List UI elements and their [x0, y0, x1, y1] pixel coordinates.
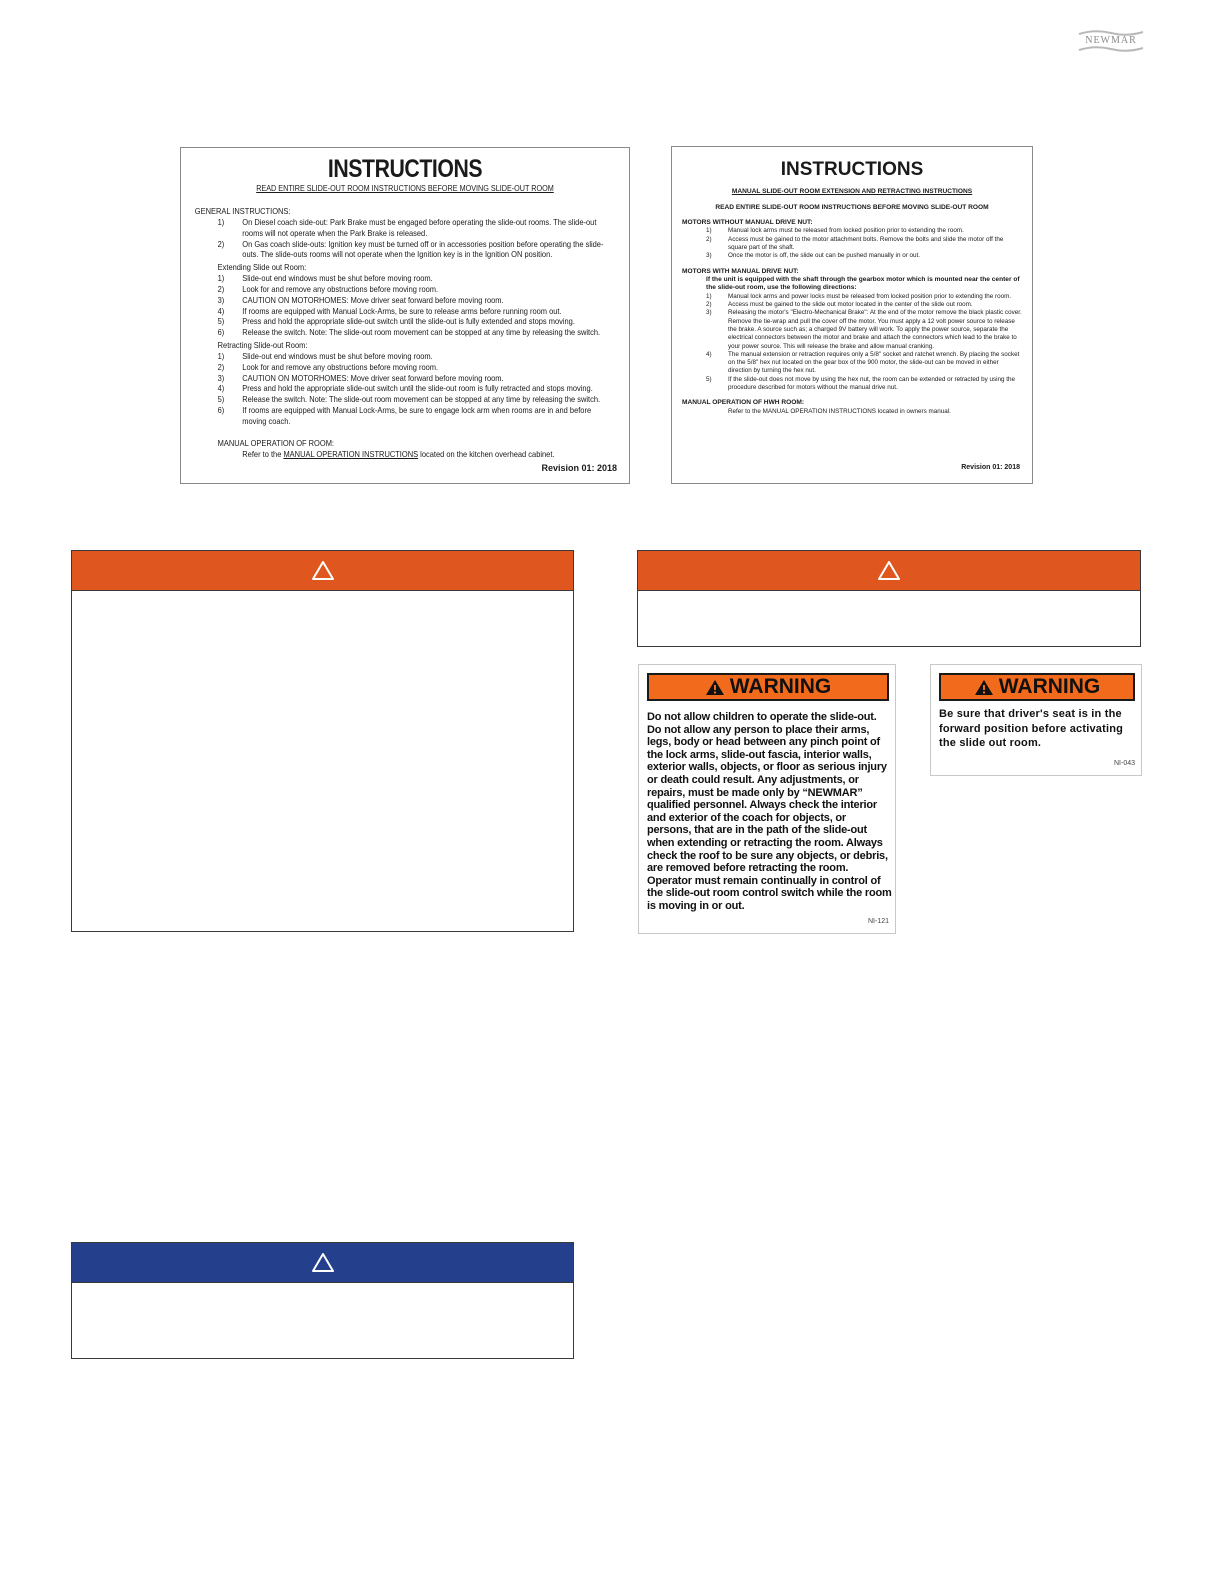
- warning-banner: [647, 673, 889, 701]
- warning-box: [71, 550, 574, 932]
- retract-heading: Retracting Slide-out Room:: [217, 339, 308, 350]
- item-number: 4): [706, 350, 712, 358]
- item-text: If the slide-out does not move by using the hex nut, the room can be extended or retracted by using the procedure described for motors without the manual drive nut.: [728, 375, 1016, 392]
- hwh-manual-heading: MANUAL OPERATION OF HWH ROOM:: [682, 399, 805, 407]
- warning-decal-right: [930, 664, 1142, 776]
- warning-header: [638, 551, 1140, 591]
- list-item: [193, 351, 615, 362]
- warning-banner-label: WARNING: [729, 675, 832, 698]
- list-item: [193, 295, 615, 306]
- item-text: Slide-out end windows must be shut before moving room.: [242, 273, 433, 284]
- item-text: Manual lock arms must be released from locked position prior to extending the room.: [728, 227, 964, 235]
- list-item: [193, 373, 615, 384]
- list-item: [682, 293, 1022, 301]
- general-heading: GENERAL INSTRUCTIONS:: [194, 206, 291, 216]
- list-item: [193, 362, 615, 373]
- sticker-title: INSTRUCTIONS: [780, 159, 924, 180]
- sticker-subtitle: MANUAL SLIDE-OUT ROOM EXTENSION AND RETRACTING INSTRUCTIONS: [731, 188, 973, 195]
- revision-label: Revision 01: 2018: [541, 463, 617, 473]
- item-text: Release the switch. Note: The slide-out room movement can be stopped at any time by releasing the switch.: [242, 394, 601, 405]
- manual-text-link: MANUAL OPERATION INSTRUCTIONS: [283, 448, 419, 459]
- item-number: 5): [706, 375, 712, 383]
- item-number: 4): [217, 383, 225, 394]
- warning-banner-label: WARNING: [998, 675, 1101, 698]
- extend-list: [193, 273, 617, 338]
- warning-header: [72, 551, 573, 591]
- item-number: 2): [706, 301, 712, 309]
- item-number: 3): [706, 252, 712, 260]
- item-number: 1): [706, 292, 712, 300]
- item-text: Slide-out end windows must be shut before moving room.: [242, 350, 433, 361]
- item-text: Press and hold the appropriate slide-out switch until the slide-out is fully extended and stops moving.: [242, 316, 575, 327]
- list-item: [193, 284, 615, 295]
- item-text: Look for and remove any obstructions before moving room.: [242, 361, 439, 372]
- notice-header: [72, 1243, 573, 1283]
- list-item: [682, 376, 1022, 393]
- item-text: Once the motor is off, the slide out can be pushed manually in or out.: [728, 252, 921, 260]
- warning-decal-text: Be sure that driver's seat is in the forward position before activating the slide out room.: [939, 708, 1124, 750]
- general-list: [193, 217, 617, 260]
- item-number: 2): [217, 361, 225, 372]
- with-drive-nut-intro: If the unit is equipped with the shaft through the gearbox motor which is mounted near the center of the slide-out room, use the following directions:: [706, 276, 1020, 292]
- item-number: 6): [217, 327, 225, 338]
- warning-decal-text: Do not allow children to operate the slide-out. Do not allow any person to place their arms, legs, body or head between any pinch point of the lock arms, slide-out fascia, interior walls, exterior walls, objects, or floor as serious injury or death could result. Any adjustments, or repairs, must be made only by “NEWMAR” qualified personnel. Always check the interior and exterior of the coach for objects, or persons, that are in the path of the slide-out when extending or retracting the room. Always check the roof to be sure any objects, or debris, are removed before retracting the room. Operator must remain continually in control of the slide-out room control switch while the room is moving in or out.: [647, 711, 892, 912]
- sticker-subtitle-2: READ ENTIRE SLIDE-OUT ROOM INSTRUCTIONS BEFORE MOVING SLIDE-OUT ROOM: [715, 204, 989, 211]
- item-number: 5): [217, 316, 225, 327]
- list-item: [193, 217, 615, 239]
- extend-heading: Extending Slide out Room:: [217, 262, 307, 273]
- item-number: 3): [217, 294, 225, 305]
- sticker-title: INSTRUCTIONS: [327, 155, 483, 183]
- decal-code: NI-121: [867, 918, 889, 925]
- item-number: 2): [217, 283, 225, 294]
- sticker-subtitle: READ ENTIRE SLIDE-OUT ROOM INSTRUCTIONS BEFORE MOVING SLIDE-OUT ROOM: [256, 183, 554, 193]
- manual-text-pre: Refer to the: [242, 448, 284, 459]
- item-number: 2): [706, 235, 712, 243]
- list-item: [682, 236, 1022, 253]
- newmar-logo: [1077, 28, 1145, 54]
- item-number: 2): [217, 238, 225, 249]
- caution-triangle-icon: [311, 1252, 335, 1273]
- item-text: Look for and remove any obstructions before moving room.: [242, 283, 439, 294]
- manual-text: [193, 449, 566, 460]
- warning-triangle-icon: [974, 679, 994, 696]
- manual-heading: MANUAL OPERATION OF ROOM:: [217, 437, 335, 448]
- item-text: Access must be gained to the motor attachment bolts. Remove the bolts and slide the motor off the square part of the shaft.: [728, 235, 1004, 251]
- item-text: If rooms are equipped with Manual Lock-Arms, be sure to engage lock arm when rooms are in and before moving coach.: [242, 404, 592, 426]
- item-text: Manual lock arms and power locks must be released from locked position prior to extending the room.: [728, 292, 1012, 300]
- item-text: Access must be gained to the slide out motor located in the center of the slide out room.: [728, 301, 973, 309]
- list-item: [193, 383, 615, 394]
- item-number: 5): [217, 394, 225, 405]
- item-number: 6): [217, 404, 225, 415]
- without-drive-nut-list: [682, 227, 1022, 260]
- item-number: 1): [217, 217, 225, 227]
- list-item: [193, 327, 615, 338]
- list-item: [193, 306, 615, 317]
- logo-text: NEWMAR: [1085, 35, 1137, 46]
- instructions-sticker-right: [671, 146, 1033, 484]
- with-drive-nut-heading: MOTORS WITH MANUAL DRIVE NUT:: [682, 267, 799, 275]
- item-number: 3): [706, 309, 712, 317]
- item-text: CAUTION ON MOTORHOMES: Move driver seat forward before moving room.: [242, 372, 504, 383]
- item-text: Press and hold the appropriate slide-out switch until the slide-out room is fully retracted and stops moving.: [242, 383, 593, 394]
- list-item: [682, 351, 1022, 376]
- instructions-sticker-left: [180, 147, 630, 484]
- item-text: On Gas coach slide-outs: Ignition key must be turned off or in accessories position before operating the slide-outs. The slide-outs rooms will not operate when the Ignition key is in the Ignition ON position.: [242, 238, 604, 260]
- warning-box: [637, 550, 1141, 647]
- list-item: [682, 227, 1022, 235]
- revision-label: Revision 01: 2018: [961, 464, 1020, 471]
- list-item: [682, 252, 1022, 260]
- decal-code: NI-043: [1113, 760, 1135, 767]
- with-drive-nut-list: [682, 293, 1022, 393]
- manual-text-post: located on the kitchen overhead cabinet.: [418, 448, 555, 459]
- list-item: [682, 301, 1022, 309]
- retract-list: [193, 351, 617, 427]
- list-item: [682, 309, 1022, 350]
- warning-triangle-icon: [705, 679, 725, 696]
- warning-triangle-icon: [877, 560, 901, 581]
- notice-box: [71, 1242, 574, 1359]
- list-item: [193, 239, 615, 261]
- warning-triangle-icon: [311, 560, 335, 581]
- list-item: [193, 394, 615, 405]
- list-item: [193, 405, 615, 427]
- item-number: 1): [217, 273, 225, 284]
- item-number: 1): [706, 227, 712, 235]
- item-text: CAUTION ON MOTORHOMES: Move driver seat forward before moving room.: [242, 294, 504, 305]
- list-item: [193, 316, 615, 327]
- item-text: If rooms are equipped with Manual Lock-Arms, be sure to release arms before running room out.: [242, 305, 562, 316]
- item-number: 4): [217, 305, 225, 316]
- item-text: Releasing the motor's "Electro-Mechanical Brake": At the end of the motor remove the black plastic cover. Remove the tie-wrap and pull the cover off the motor. You must apply a 12 volt power source to release the brake. A source such as; a charged 9V battery will work. To apply the power source, separate the electrical connectors between the motor and brake and attach the connectors which lead to the brake to your power source. This will release the brake and allow manual cranking.: [728, 309, 1022, 350]
- warning-banner: [939, 673, 1135, 701]
- item-number: 1): [217, 350, 225, 361]
- item-number: 3): [217, 372, 225, 383]
- warning-decal-left: [638, 664, 896, 934]
- item-text: Release the switch. Note: The slide-out room movement can be stopped at any time by releasing the switch.: [242, 327, 601, 338]
- item-text: On Diesel coach side-out: Park Brake must be engaged before operating the slide-out rooms. The slide-out rooms will not operate when the Park Brake is released.: [242, 217, 597, 238]
- without-drive-nut-heading: MOTORS WITHOUT MANUAL DRIVE NUT:: [682, 219, 813, 226]
- item-text: The manual extension or retraction requires only a 5/8" socket and ratchet wrench. By placing the socket on the 5/8" hex nut located on the gear box of the 900 motor, the slide-out can be moved in either direction by turning the hex nut.: [728, 350, 1020, 375]
- hwh-manual-text: Refer to the MANUAL OPERATION INSTRUCTIONS located in owners manual.: [728, 407, 951, 415]
- list-item: [193, 273, 615, 284]
